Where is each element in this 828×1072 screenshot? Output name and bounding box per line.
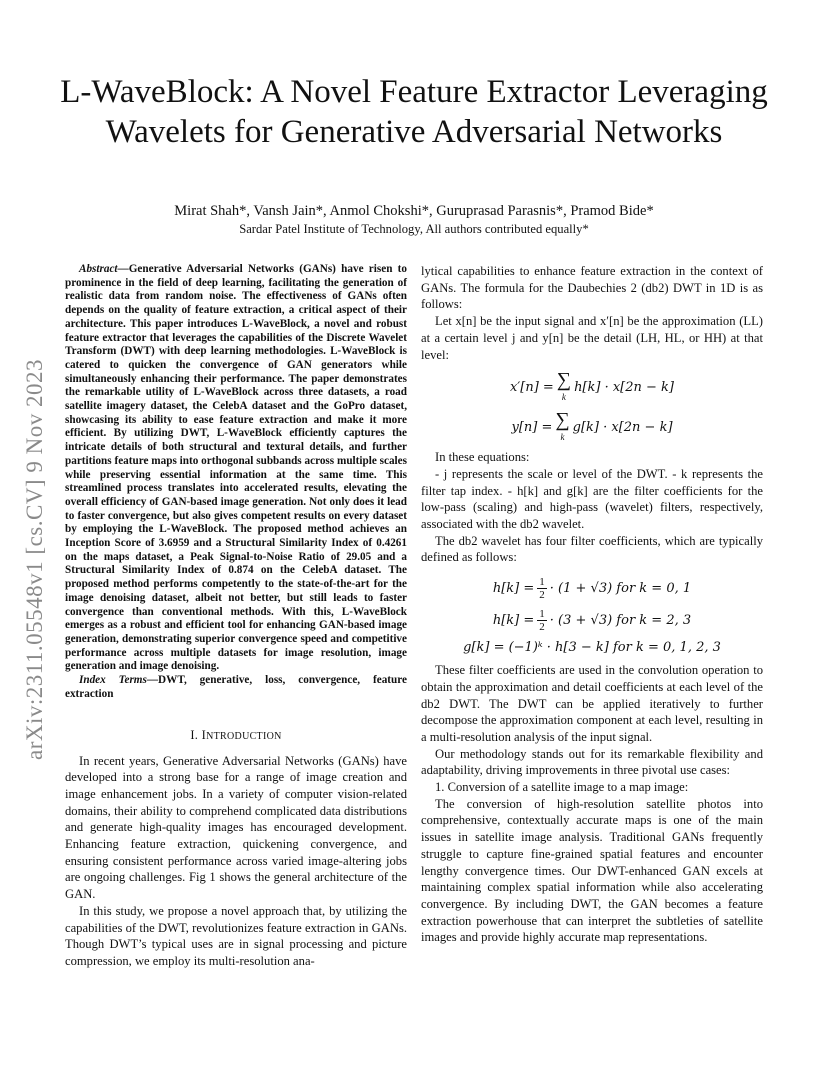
right-paragraph-9: The conversion of high-resolution satellite photos into comprehensive, contextually accurate maps is one of the main issues in satellite image analysis. Traditional GANs frequently struggle to capture fine-grained spatial features and encounter lengthy convergence times. Our DWT-enhanced GAN excels at maintaining complex spatial information while also accelerating convergence. By including DWT, the GAN becomes a feature extraction powerhouse that can interpret the subtleties of satellite images and provide highly accurate map representations. — [421, 796, 763, 945]
abstract-label: Abstract — [79, 263, 118, 275]
right-paragraph-1: lytical capabilities to enhance feature extraction in the context of GANs. The formula for the Daubechies 2 (db2) DWT in 1D is as follows: — [421, 264, 763, 312]
fraction-numerator: 1 — [539, 607, 545, 620]
equation-block-coefficients — [421, 572, 763, 658]
left-column — [65, 263, 407, 970]
sum-symbol: ∑ k — [556, 369, 572, 403]
equation-block-dwt — [421, 371, 763, 443]
eq4-lhs: h[k] = — [492, 612, 535, 628]
eq3-lhs: h[k] = — [492, 580, 535, 596]
abstract-text: —Generative Adversarial Networks (GANs) have risen to prominence in the field of deep learning, facilitating the generation of realistic data from random noise. The effectiveness of GANs often depends on the quality of feature extraction, a critical aspect of their architecture. This paper introduces L-WaveBlock, a novel and robust feature extractor that leverages the capabilities of the Discrete Wavelet Transform (DWT) with deep learning methodologies. L-WaveBlock is catered to quicken the convergence of GAN generators while simultaneously enhancing their performance. The paper demonstrates the remarkable utility of L-WaveBlock across three datasets, a road satellite imagery dataset, the CelebA dataset and the GoPro dataset, showcasing its ability to ease feature extraction and make it more efficient. By utilizing DWT, L-WaveBlock efficiently captures the intricate details of both structural and textural details, and further partitions feature maps into orthogonal subbands across multiple scales while preserving essential information at the same time. This streamlined process translates into accelerated results, elevating the overall efficiency of GAN-based image generation. Not only does it lead to faster convergence, but also gives competent results on every dataset by employing the L-WaveBlock. The proposed method achieves an Inception Score of 3.6959 and a Structural Similarity Index of 0.4261 on the maps dataset, a Peak Signal-to-Noise Ratio of 29.05 and a Structural Similarity Index of 0.874 on the CelebA dataset. The proposed method performs competently to the state-of-the-art for the image denoising dataset, albeit not better, but still leads to faster convergence than conventional methods. With this, L-WaveBlock emerges as a robust and efficient tool for enhancing GAN-based image generation, demonstrating superior convergence speed and competitive performance across multiple datasets for image resolution, image generation and image denoising. — [65, 263, 407, 673]
equation-h-low — [421, 572, 763, 604]
fraction-numerator: 1 — [539, 575, 545, 588]
arxiv-watermark: arXiv:2311.05548v1 [cs.CV] 9 Nov 2023 — [22, 359, 47, 760]
abstract — [65, 263, 407, 674]
sum-index: k — [561, 392, 566, 403]
author-list: Mirat Shah*, Vansh Jain*, Anmol Chokshi*, Guruprasad Parasnis*, Pramod Bide* — [174, 203, 654, 219]
section-heading-introduction — [65, 728, 407, 743]
equation-g — [421, 636, 763, 658]
sum-symbol: ∑ k — [555, 409, 570, 443]
eq2-rhs: g[k] · x[2n − k] — [572, 419, 673, 435]
eq1-lhs: x′[n] = — [509, 379, 554, 395]
right-paragraph-8: 1. Conversion of a satellite image to a map image: — [435, 780, 689, 795]
sum-index: k — [560, 432, 565, 443]
equation-detail — [421, 411, 763, 443]
intro-paragraph-1: In recent years, Generative Adversarial Networks (GANs) have developed into a strong base for a range of image creation and image enhancement jobs. In a variety of computer vision-related domains, their ability to comprehend complicated data distributions and generate high-quality images has encouraged development. Enhancing feature extraction, quickening convergence, and ensuring consistent performance across varied image-altering jobs are ongoing challenges. Fig 1 shows the general architecture of the GAN. — [65, 753, 407, 902]
right-column — [421, 263, 763, 946]
eq3-rhs: · (1 + √3) for k = 0, 1 — [549, 580, 692, 596]
right-paragraph-5: The db2 wavelet has four filter coefficients, which are typically defined as follows: — [421, 533, 763, 565]
right-paragraph-6: These filter coefficients are used in the convolution operation to obtain the approximation and detail coefficients at each level of the db2 DWT. The DWT can be applied iteratively to further decompose the approximation component at each level, resulting in a multi-resolution analysis of the input signal. — [421, 663, 763, 744]
section-title: NTRODUCTION — [206, 730, 282, 742]
paper-title: L-WaveBlock: A Novel Feature Extractor Leveraging Wavelets for Generative Adversarial Networks — [60, 74, 768, 150]
eq1-rhs: h[k] · x[2n − k] — [574, 379, 675, 395]
eq5: g[k] = (−1)ᵏ · h[3 − k] for k = 0, 1, 2, 3 — [463, 639, 721, 655]
eq4-rhs: · (3 + √3) for k = 2, 3 — [549, 612, 692, 628]
equation-h-high — [421, 604, 763, 636]
right-paragraph-7: Our methodology stands out for its remarkable flexibility and adaptability, driving improvements in three pivotal use cases: — [421, 746, 763, 778]
right-paragraph-3: In these equations: — [435, 450, 530, 465]
right-paragraph-2: Let x[n] be the input signal and x′[n] be the approximation (LL) at a certain level j and y[n] be the detail (LH, HL, or HH) at that level: — [421, 314, 763, 362]
index-terms-label: Index Terms — [79, 674, 147, 687]
right-paragraph-4: - j represents the scale or level of the DWT. - k represents the filter tap index. - h[k] and g[k] are the filter coefficients for the low-pass (scaling) and high-pass (wavelet) filters, respectively, associated with the db2 wavelet. — [421, 466, 763, 532]
index-terms — [65, 674, 407, 701]
intro-paragraph-2: In this study, we propose a novel approach that, by utilizing the capabilities of the DWT, revolutionizes feature extraction in GANs. Though DWT’s typical uses are in signal processing and picture compression, we employ its multi-resolution ana- — [65, 903, 407, 968]
index-terms-text: —DWT, generative, loss, convergence, feature extraction — [65, 674, 407, 700]
fraction-half — [537, 608, 547, 633]
affiliation: Sardar Patel Institute of Technology, All authors contributed equally* — [239, 222, 589, 236]
section-number: I. I — [190, 727, 207, 742]
eq2-lhs: y[n] = — [511, 419, 553, 435]
fraction-denominator: 2 — [539, 588, 545, 601]
fraction-denominator: 2 — [539, 620, 545, 633]
fraction-half — [537, 576, 547, 601]
equation-approx — [421, 371, 763, 403]
